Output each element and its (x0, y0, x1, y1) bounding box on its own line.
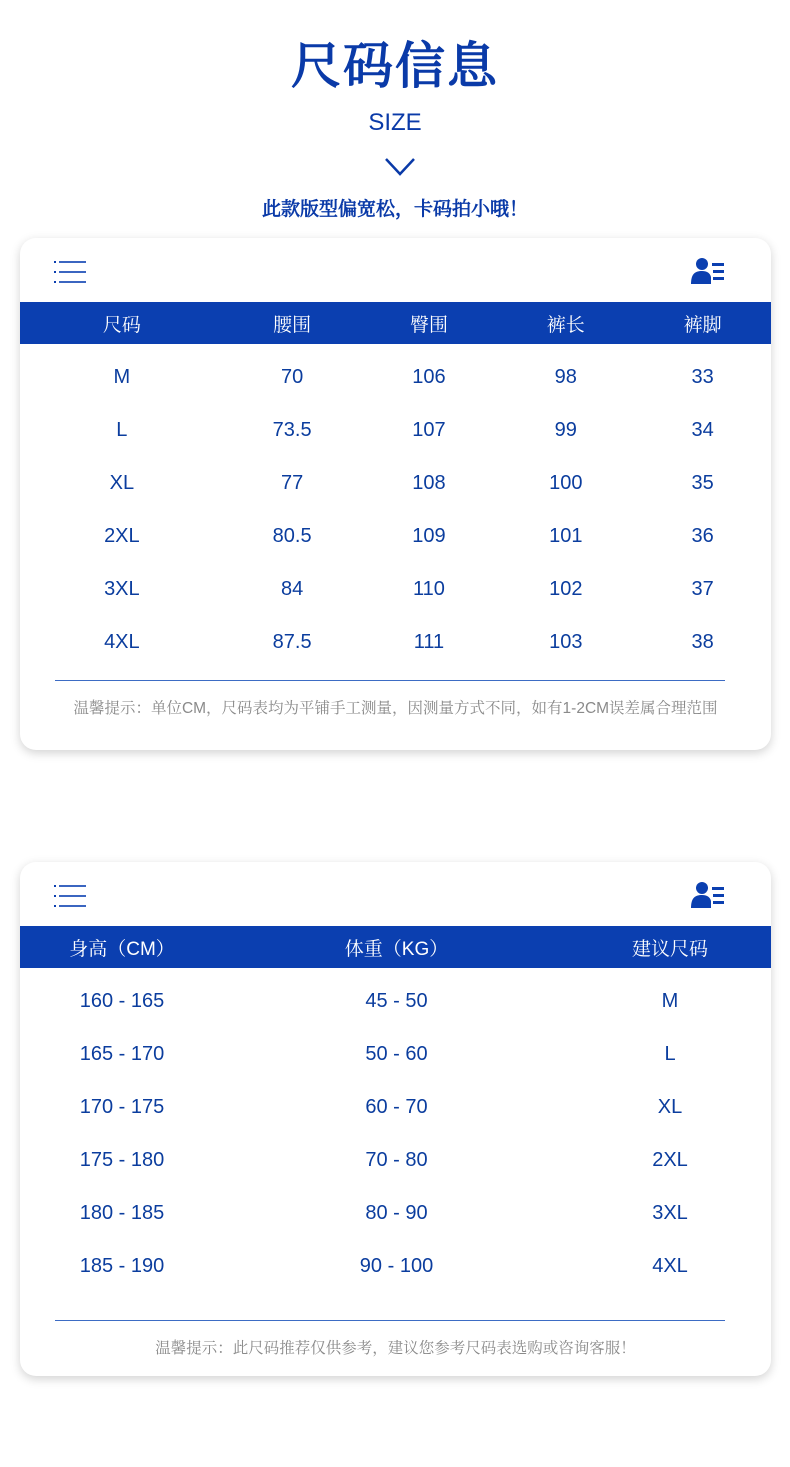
table-cell: 170 - 175 (79, 1096, 165, 1118)
divider (55, 680, 725, 681)
table-row (20, 563, 771, 616)
table-cell: 185 - 190 (79, 1255, 165, 1277)
header-cell-waist: 腰围 (273, 314, 312, 336)
table-cell: 102 (549, 578, 583, 600)
table-cell: 110 (413, 578, 445, 600)
table-cell: 70 - 80 (365, 1149, 428, 1171)
header-cell-hem: 裤脚 (683, 314, 722, 336)
header-cell-length: 裤长 (546, 314, 585, 336)
header-cell-suggested-size: 建议尺码 (631, 938, 708, 960)
table-row (20, 1081, 771, 1134)
table-cell: 165 - 170 (79, 1043, 165, 1065)
table-row (20, 1187, 771, 1240)
table-cell: 4XL (652, 1255, 688, 1277)
table-cell: 98 (554, 366, 577, 388)
table-cell: 3XL (104, 578, 140, 600)
table-cell: 84 (281, 578, 304, 600)
table-cell: 101 (549, 525, 583, 547)
list-icon (54, 884, 88, 908)
table-row (20, 1134, 771, 1187)
table-cell: 175 - 180 (79, 1149, 165, 1171)
table-cell: L (664, 1043, 676, 1065)
measurement-tip: 温馨提示：单位CM，尺码表均为平铺手工测量，因测量方式不同，如有1-2CM误差属合理范围 (73, 700, 718, 717)
table-cell: 87.5 (272, 631, 312, 653)
fit-note: 此款版型偏宽松，卡码拍小哦！ (261, 199, 528, 220)
table-cell: 90 - 100 (359, 1255, 434, 1277)
table-cell: 60 - 70 (365, 1096, 428, 1118)
recommend-table-header (20, 926, 771, 968)
table-cell: M (113, 366, 131, 388)
table-row (20, 1028, 771, 1081)
page-title: 尺码信息 (291, 38, 499, 94)
table-cell: 37 (691, 578, 714, 600)
table-cell: 111 (413, 631, 445, 653)
table-cell: 50 - 60 (365, 1043, 428, 1065)
table-cell: XL (109, 472, 135, 494)
table-cell: 108 (412, 472, 446, 494)
recommendation-tip: 温馨提示：此尺码推荐仅供参考，建议您参考尺码表选购或咨询客服！ (155, 1340, 636, 1357)
table-cell: XL (657, 1096, 683, 1118)
table-cell: 33 (691, 366, 714, 388)
recommend-table-body (20, 975, 771, 1293)
table-row (20, 1240, 771, 1293)
table-cell: 103 (549, 631, 583, 653)
table-cell: 3XL (652, 1202, 688, 1224)
table-cell: 45 - 50 (365, 990, 428, 1012)
table-cell: 160 - 165 (79, 990, 165, 1012)
table-cell: 70 (281, 366, 304, 388)
table-cell: 35 (691, 472, 714, 494)
table-row (20, 351, 771, 404)
table-cell: M (661, 990, 679, 1012)
table-cell: 80 - 90 (365, 1202, 428, 1224)
size-recommendation-card (20, 862, 771, 1376)
table-row (20, 457, 771, 510)
header-cell-hip: 臀围 (409, 314, 448, 336)
table-cell: 99 (554, 419, 577, 441)
header-cell-weight: 体重（KG） (344, 938, 449, 960)
size-table-header (20, 302, 771, 344)
table-cell: 2XL (104, 525, 140, 547)
chevron-down-icon (383, 156, 417, 178)
table-cell: 106 (412, 366, 446, 388)
table-cell: 36 (691, 525, 714, 547)
page-subtitle: SIZE (368, 109, 422, 136)
divider (55, 1320, 725, 1321)
header-cell-height: 身高（CM） (69, 938, 175, 960)
table-row (20, 404, 771, 457)
header-cell-size: 尺码 (102, 314, 141, 336)
table-cell: 2XL (652, 1149, 688, 1171)
table-cell: 34 (691, 419, 714, 441)
table-cell: 107 (412, 419, 446, 441)
table-cell: 38 (691, 631, 714, 653)
table-row (20, 616, 771, 669)
size-table-body (20, 351, 771, 669)
user-list-icon (691, 257, 725, 285)
list-icon (54, 260, 88, 284)
table-cell: 73.5 (272, 419, 312, 441)
size-chart-card (20, 238, 771, 750)
table-cell: 180 - 185 (79, 1202, 165, 1224)
user-list-icon (691, 881, 725, 909)
table-cell: 80.5 (272, 525, 312, 547)
table-cell: 109 (412, 525, 446, 547)
table-row (20, 510, 771, 563)
table-row (20, 975, 771, 1028)
table-cell: 100 (549, 472, 583, 494)
table-cell: L (116, 419, 128, 441)
table-cell: 4XL (104, 631, 140, 653)
table-cell: 77 (281, 472, 304, 494)
